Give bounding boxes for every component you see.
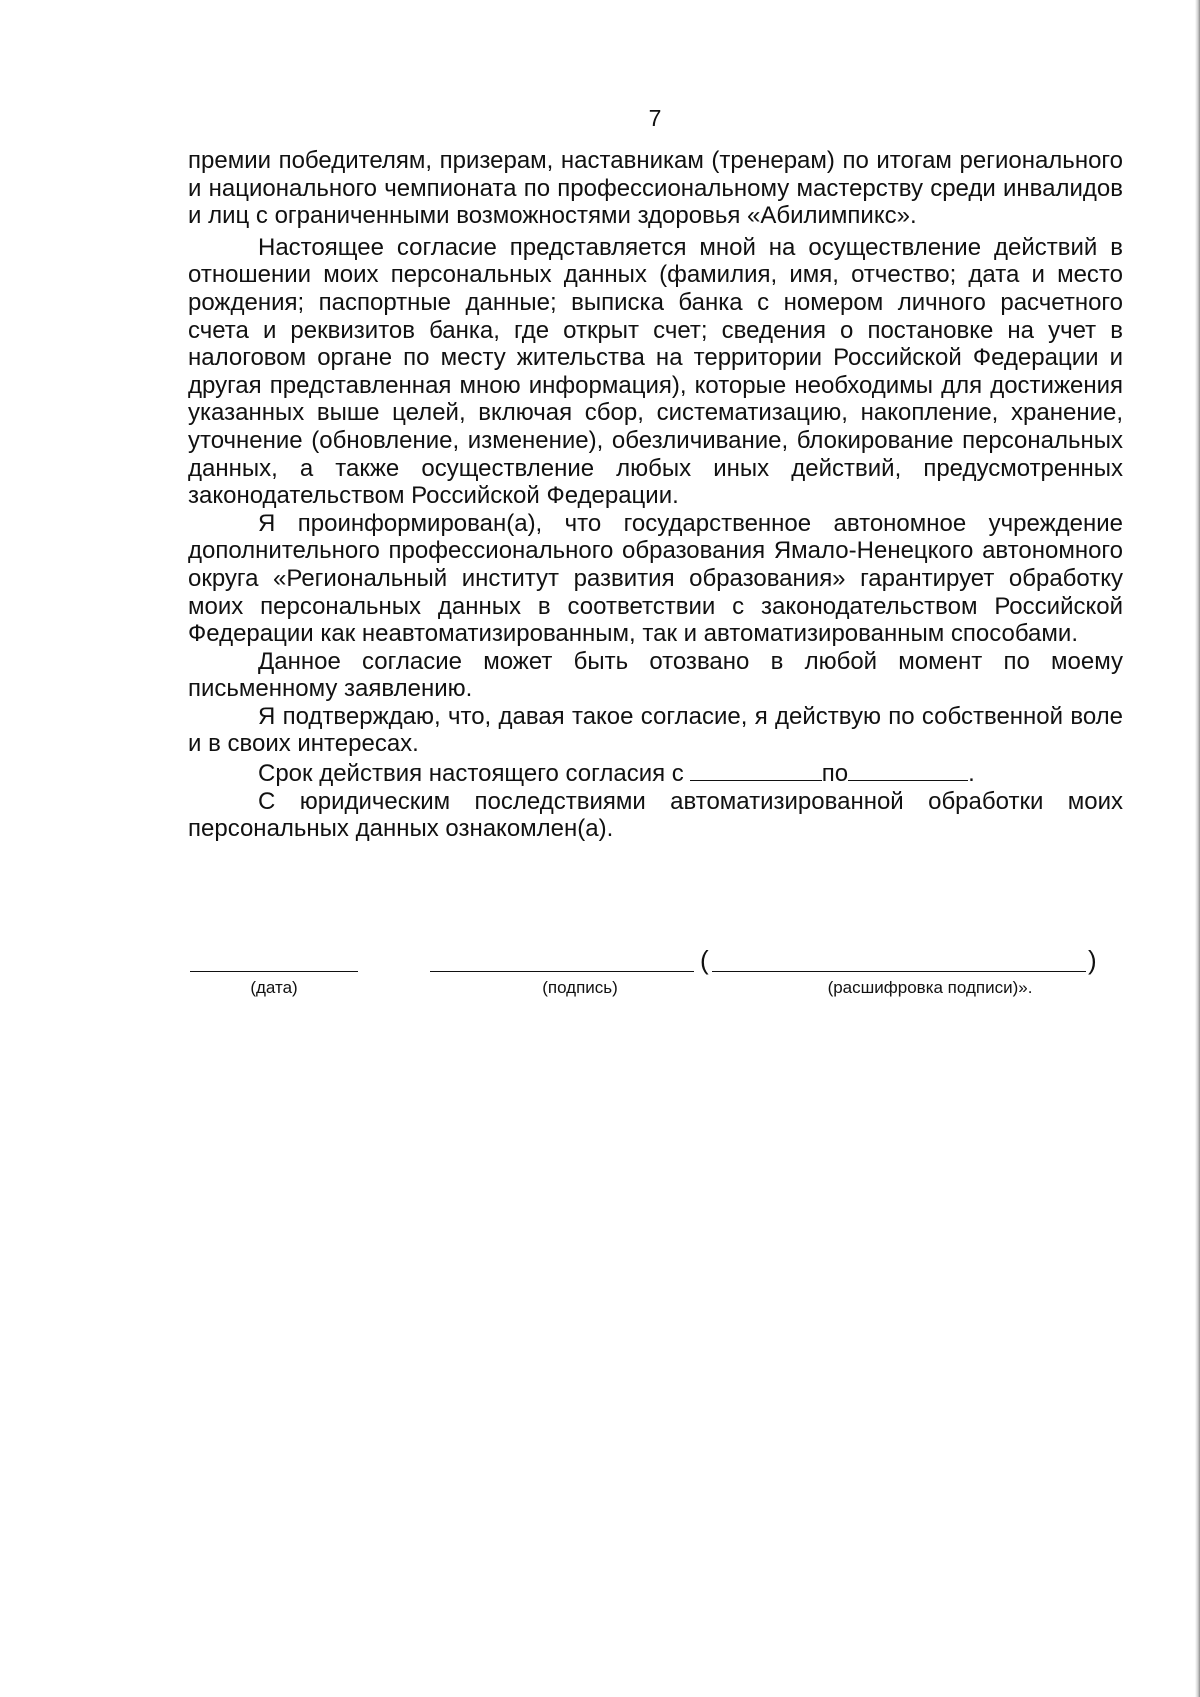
decoding-caption: (расшифровка подписи)».	[827, 978, 1033, 997]
validity-start-blank[interactable]	[690, 758, 822, 781]
date-line[interactable]	[190, 945, 358, 972]
paragraph-validity-period	[188, 758, 1123, 788]
signature-caption: (подпись)	[542, 978, 618, 997]
paragraph-confirmation: Я подтверждаю, что, давая такое согласие, я действую по собственной воле и в своих интересах.	[188, 702, 1123, 758]
paragraph-prizes: премии победителям, призерам, наставникам (тренерам) по итогам регионального и национального чемпионата по профессиональному мастерству среди инвалидов и лиц с ограниченными возможностями здоровья «Абилимпикс».	[188, 147, 1123, 230]
decoding-line[interactable]	[712, 945, 1086, 972]
paragraph-acknowledgement: С юридическим последствиями автоматизированной обработки моих персональных данных ознакомлен(а).	[188, 787, 1123, 843]
paragraph-revocation: Данное согласие может быть отозвано в любой момент по моему письменному заявлению.	[188, 647, 1123, 703]
document-body	[188, 147, 1123, 843]
signature-block	[0, 945, 1200, 1005]
validity-suffix: .	[968, 760, 975, 788]
paragraph-informed: Я проинформирован(а), что государственное автономное учреждение дополнительного профессионального образования Ямало-Ненецкого автономного округа «Региональный институт развития образования» гарантирует обработку моих персональных данных в соответствии с законодательством Российской Федерации как неавтоматизированным, так и автоматизированным способами.	[188, 509, 1123, 648]
decoding-open-paren: (	[700, 945, 709, 975]
paragraph-consent-scope: Настоящее согласие представляется мной на осуществление действий в отношении моих персональных данных (фамилия, имя, отчество; дата и место рождения; паспортные данные; выписка банка с номером личного расчетного счета и реквизитов банка, где открыт счет; сведения о постановке на учет в налоговом органе по месту жительства на территории Российской Федерации и другая представленная мною информация), которые необходимы для достижения указанных выше целей, включая сбор, систематизацию, накопление, хранение, уточнение (обновление, изменение), обезличивание, блокирование персональных данных, а также осуществление любых иных действий, предусмотренных законодательством Российской Федерации.	[188, 233, 1123, 510]
validity-middle: по	[821, 760, 849, 788]
validity-end-blank[interactable]	[848, 758, 968, 781]
signature-line[interactable]	[430, 945, 694, 972]
page-number: 7	[648, 105, 662, 131]
decoding-close-paren: )	[1088, 945, 1097, 975]
date-caption: (дата)	[250, 978, 298, 997]
validity-prefix: Срок действия настоящего согласия с	[258, 760, 684, 788]
page-edge-shadow	[1195, 0, 1200, 1697]
